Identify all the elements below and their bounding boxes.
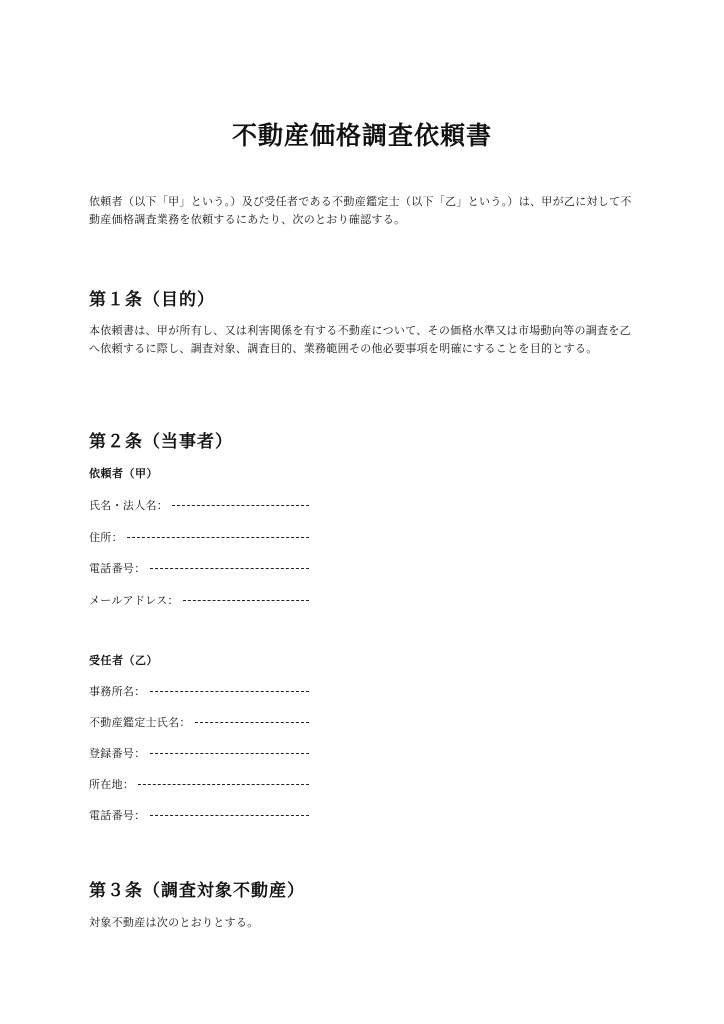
client-heading: 依頼者（甲） [89,467,158,480]
office-name-field[interactable] [89,683,309,699]
field-label: 氏名・法人名： [89,499,169,512]
location-field[interactable] [89,776,309,792]
fill-in-line [150,568,310,569]
fill-in-line [195,722,309,723]
field-label: 事務所名： [89,685,146,698]
fill-in-line [150,691,310,692]
fill-in-line [138,784,309,785]
contractor-heading: 受任者（乙） [89,654,158,667]
article-2-heading: 第２条（当事者） [89,432,233,452]
appraiser-name-field[interactable] [89,714,309,730]
field-label: 電話番号： [89,809,146,822]
article-1-heading: 第１条（目的） [89,290,215,310]
fill-in-line [172,505,309,506]
client-name-field[interactable] [89,497,309,513]
field-label: メールアドレス： [89,594,179,607]
field-label: 電話番号： [89,562,146,575]
fill-in-line [183,600,309,601]
client-phone-field[interactable] [89,560,309,576]
field-label: 登録番号： [89,747,146,760]
document-title: 不動産価格調査依頼書 [231,121,492,150]
intro-paragraph: 依頼者（以下「甲」という。）及び受任者である不動産鑑定士（以下「乙」という。）は、甲が乙に対して不動産価格調査業務を依頼するにあたり、次のとおり確認する。 [89,195,632,226]
field-label: 不動産鑑定士氏名： [89,716,191,729]
field-label: 所在地： [89,778,135,791]
article-1-body: 本依頼書は、甲が所有し、又は利害関係を有する不動産について、その価格水準又は市場動向等の調査を乙へ依頼するに際し、調査対象、調査目的、業務範囲その他必要事項を明確にすることを目的とする。 [89,324,631,355]
client-email-field[interactable] [89,592,309,608]
contractor-phone-field[interactable] [89,807,309,823]
fill-in-line [150,753,310,754]
fill-in-line [127,537,309,538]
registration-number-field[interactable] [89,745,309,761]
client-address-field[interactable] [89,529,309,545]
article-3-heading: 第３条（調査対象不動産） [89,881,305,901]
fill-in-line [150,815,310,816]
field-label: 住所： [89,531,123,544]
article-3-body: 対象不動産は次のとおりとする。 [89,916,259,929]
